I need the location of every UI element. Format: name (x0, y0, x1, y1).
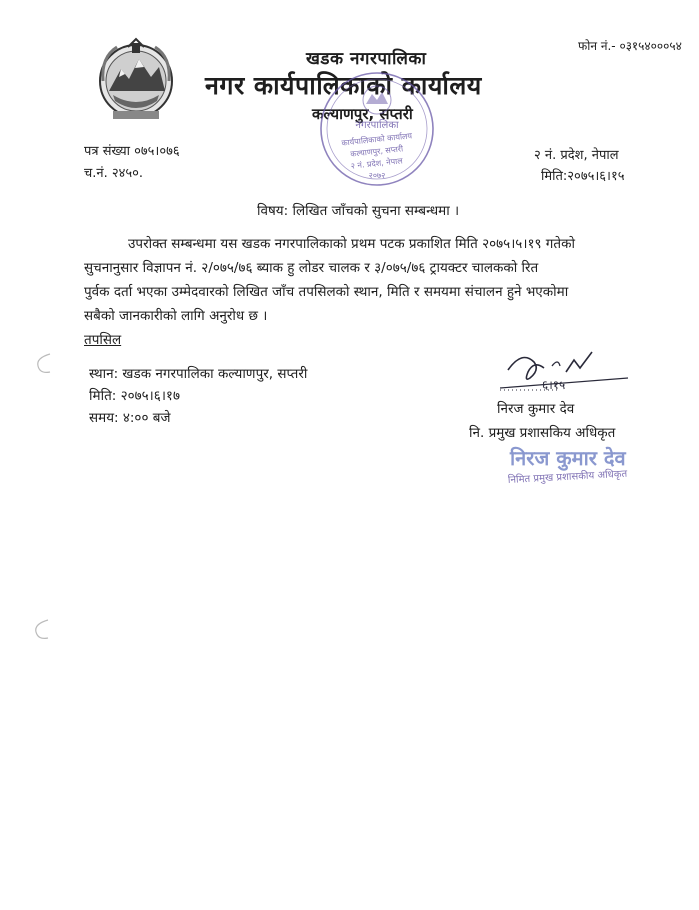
official-stamp (318, 70, 436, 188)
stamp-signatory-name: निरज कुमार देव (510, 446, 626, 470)
office-address: कल्याणपुर, सप्तरी (312, 105, 413, 123)
stamp-signatory-designation: निमित प्रमुख प्रशासकीय अधिकृत (508, 468, 628, 486)
body-line-1: उपरोक्त सम्बन्धमा यस खडक नगरपालिकाको प्रथम पटक प्रकाशित मिति २०७५।५।१९ गतेको (128, 236, 575, 252)
province: २ नं. प्रदेश, नेपाल (534, 148, 619, 163)
body-line-4: सबैको जानकारीको लागि अनुरोध छ । (84, 308, 268, 324)
signatory-name: निरज कुमार देव (497, 401, 575, 417)
phone-number: फोन नं.- ०३१५४०००५४ (578, 39, 682, 53)
details-venue: स्थान: खडक नगरपालिका कल्याणपुर, सप्तरी (89, 366, 308, 382)
stamp-line-2: कार्यपालिकाको कार्यालय (340, 131, 413, 148)
nepal-emblem-icon (95, 37, 178, 122)
body-line-2: सुचनानुसार विज्ञापन नं. २/०७५/७६ ब्याक हु लोडर चालक र ३/०७५/७६ ट्रायक्टर चालकको रित (84, 260, 539, 276)
body-paragraph (84, 232, 652, 328)
stamp-line-5: २०७२ (368, 171, 386, 180)
stamp-line-1: नगरपालिका (355, 120, 399, 131)
scan-mark-top (34, 352, 54, 376)
municipality-name: खडक नगरपालिका (306, 49, 427, 69)
details-heading: तपसिल (84, 332, 122, 348)
subject-line: विषय: लिखित जाँचको सुचना सम्बन्धमा । (257, 203, 460, 219)
details-date: मिति: २०७५।६।१७ (89, 388, 180, 404)
scan-mark-bottom (32, 618, 52, 642)
handwritten-date: ६।१५ (542, 378, 566, 392)
stamp-line-4: २ नं. प्रदेश, नेपाल (350, 156, 404, 171)
signatory-stamp (508, 443, 658, 493)
letter-number: पत्र संख्या ०७५।०७६ (84, 144, 180, 159)
letter-date: मिति:२०७५।६।१५ (541, 169, 625, 184)
stamp-line-3: कल्याणपुर, सप्तरी (349, 144, 404, 159)
signatory-designation: नि. प्रमुख प्रशासकिय अधिकृत (469, 425, 616, 441)
details-time: समय: ४:०० बजे (89, 410, 171, 426)
dispatch-number: च.नं. २४५०. (84, 166, 144, 181)
body-line-3: पुर्वक दर्ता भएका उम्मेदवारको लिखित जाँच तपसिलको स्थान, मिति र समयमा संचालन हुने भएकोमा (84, 284, 569, 300)
office-title: नगर कार्यपालिकाको कार्यालय (205, 71, 482, 100)
signature-scribble (500, 348, 630, 396)
